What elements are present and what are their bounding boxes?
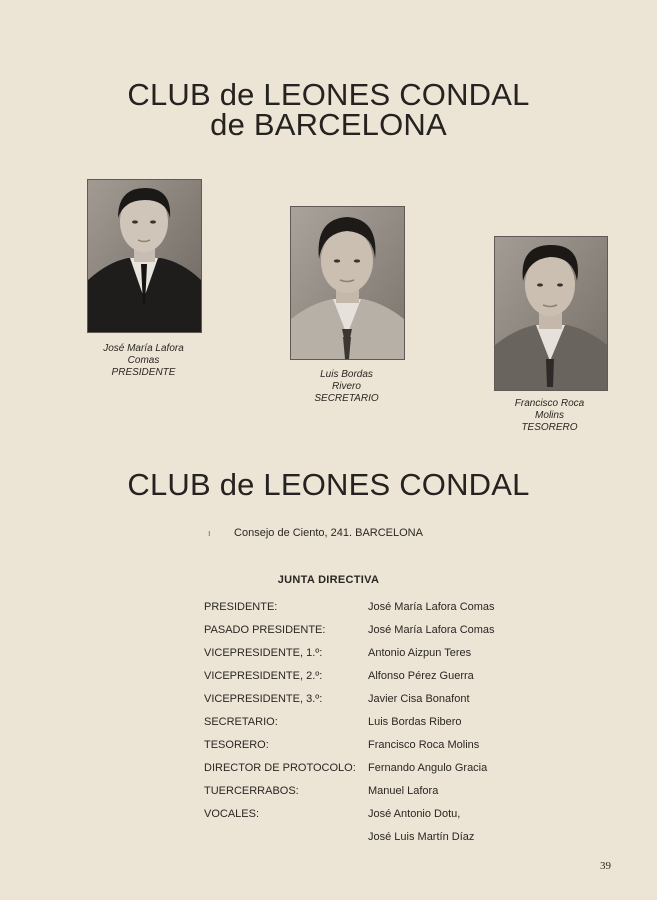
portrait-photo-secretary <box>290 206 405 360</box>
roster-name: Manuel Lafora <box>368 785 439 797</box>
portrait-image <box>291 207 404 359</box>
roster-name: Luis Bordas Ribero <box>368 716 462 728</box>
roster-role: TUERCERRABOS: <box>204 785 299 797</box>
print-speck: ı <box>208 528 211 538</box>
roster-row <box>0 808 657 831</box>
officer-role: PRESIDENTE <box>111 367 176 378</box>
portrait-photo-treasurer <box>494 236 608 391</box>
roster-name: Alfonso Pérez Guerra <box>368 670 474 682</box>
officer-caption-president <box>77 343 210 379</box>
roster-role: VICEPRESIDENTE, 1.º: <box>204 647 323 659</box>
roster-row <box>0 739 657 762</box>
roster-row <box>0 624 657 647</box>
roster-row <box>0 647 657 670</box>
roster-name: Antonio Aizpun Teres <box>368 647 472 659</box>
portrait-photo-president <box>87 179 202 333</box>
roster-name: José María Lafora Comas <box>368 601 495 613</box>
portrait-image <box>88 180 201 332</box>
roster-role: VOCALES: <box>204 808 260 820</box>
roster-role: PASADO PRESIDENTE: <box>204 624 326 636</box>
roster-role: VICEPRESIDENTE, 2.º: <box>204 670 323 682</box>
roster-role: TESORERO: <box>204 739 269 751</box>
officer-name-line2: Rivero <box>332 381 361 392</box>
roster-row <box>0 693 657 716</box>
roster-row <box>0 831 657 854</box>
page-title-line2: de BARCELONA <box>210 107 447 142</box>
roster-name: José Antonio Dotu, <box>368 808 461 820</box>
officer-name-line2: Molins <box>535 410 564 421</box>
page-number: 39 <box>600 860 611 872</box>
junta-heading: JUNTA DIRECTIVA <box>277 574 380 586</box>
roster-role: VICEPRESIDENTE, 3.º: <box>204 693 323 705</box>
roster-row <box>0 762 657 785</box>
roster-name: Fernando Angulo Gracia <box>368 762 488 774</box>
roster-row <box>0 716 657 739</box>
club-address: Consejo de Ciento, 241. BARCELONA <box>234 527 423 539</box>
portrait-image <box>495 237 607 390</box>
roster-row <box>0 601 657 624</box>
officer-caption-treasurer <box>483 398 616 434</box>
roster-role: SECRETARIO: <box>204 716 278 728</box>
club-title: CLUB de LEONES CONDAL <box>127 467 530 502</box>
officer-name-line1: Francisco Roca <box>514 398 585 409</box>
roster-name: Francisco Roca Molins <box>368 739 480 751</box>
roster-role: DIRECTOR DE PROTOCOLO: <box>204 762 356 774</box>
officer-name-line1: Luis Bordas <box>320 369 373 380</box>
officer-name-line2: Comas <box>127 355 160 366</box>
officer-name-line1: José María Lafora <box>103 343 184 354</box>
roster-name: Javier Cisa Bonafont <box>368 693 470 705</box>
page-title-line1: CLUB de LEONES CONDAL <box>127 77 530 112</box>
roster-row <box>0 670 657 693</box>
roster-role: PRESIDENTE: <box>204 601 278 613</box>
roster-row <box>0 785 657 808</box>
roster-name: José Luis Martín Díaz <box>368 831 475 843</box>
officer-caption-secretary <box>280 369 413 405</box>
officer-role: SECRETARIO <box>314 393 379 404</box>
officer-role: TESORERO <box>521 422 578 433</box>
roster-name: José María Lafora Comas <box>368 624 495 636</box>
